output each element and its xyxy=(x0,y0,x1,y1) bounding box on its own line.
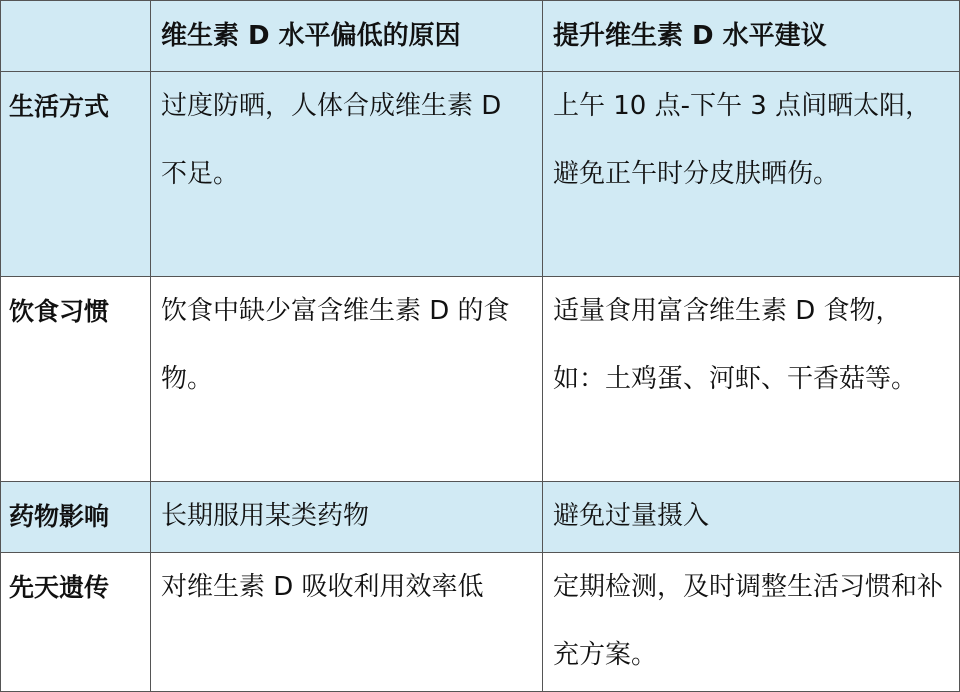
header-corner-cell xyxy=(1,1,151,72)
row-label-medication: 药物影响 xyxy=(1,482,151,553)
reason-cell: 饮食中缺少富含维生素 D 的食物。 xyxy=(151,277,543,482)
advice-cell: 上午 10 点-下午 3 点间晒太阳，避免正午时分皮肤晒伤。 xyxy=(543,72,960,277)
header-reason: 维生素 D 水平偏低的原因 xyxy=(151,1,543,72)
advice-cell: 避免过量摄入 xyxy=(543,482,960,553)
table-row xyxy=(1,277,960,482)
advice-cell: 定期检测，及时调整生活习惯和补充方案。 xyxy=(543,553,960,692)
row-label-lifestyle: 生活方式 xyxy=(1,72,151,277)
table-row xyxy=(1,553,960,692)
table-row xyxy=(1,482,960,553)
reason-cell: 长期服用某类药物 xyxy=(151,482,543,553)
table-row xyxy=(1,72,960,277)
reason-cell: 过度防晒，人体合成维生素 D 不足。 xyxy=(151,72,543,277)
reason-cell: 对维生素 D 吸收利用效率低 xyxy=(151,553,543,692)
header-row xyxy=(1,1,960,72)
header-advice: 提升维生素 D 水平建议 xyxy=(543,1,960,72)
advice-cell: 适量食用富含维生素 D 食物，如：土鸡蛋、河虾、干香菇等。 xyxy=(543,277,960,482)
row-label-diet: 饮食习惯 xyxy=(1,277,151,482)
row-label-genetics: 先天遗传 xyxy=(1,553,151,692)
